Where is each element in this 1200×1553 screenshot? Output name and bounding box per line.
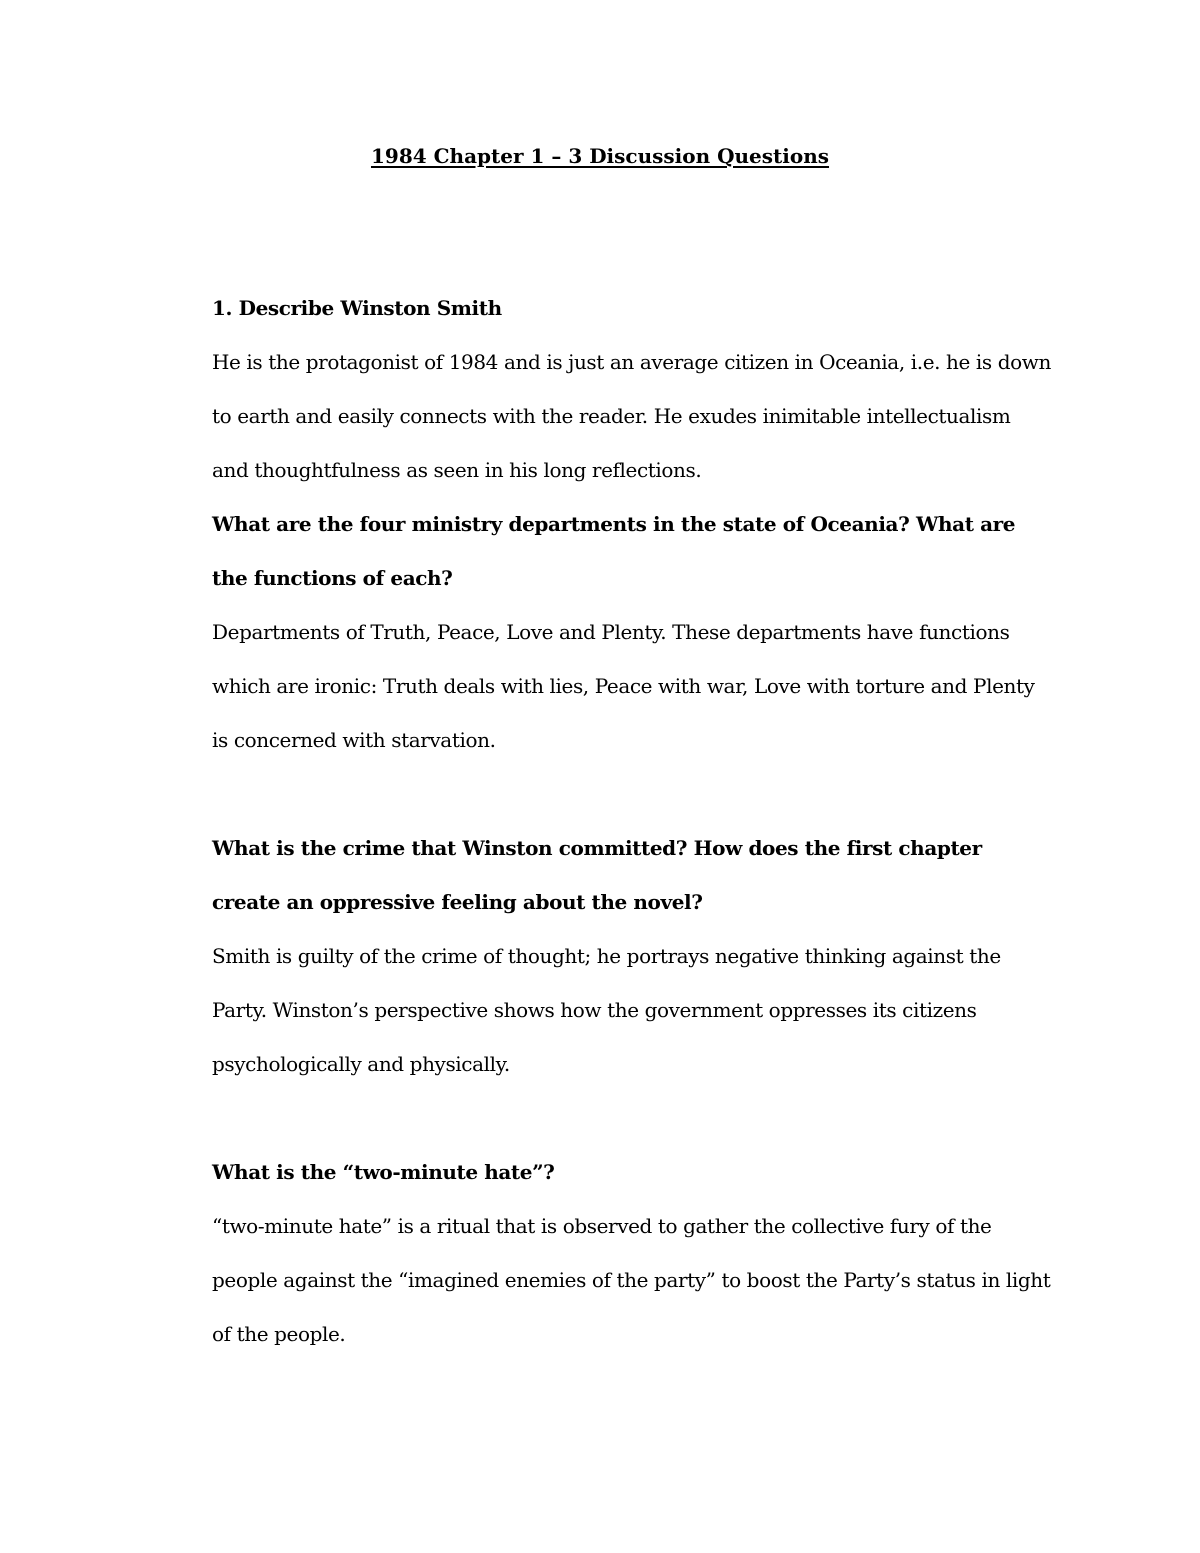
answer-2: Departments of Truth, Peace, Love and Plenty. These departments have functions which are ironic: Truth deals with lies, Peace with war, Love with torture and Plenty is concerned with starvation. (212, 620, 1035, 752)
answer-1: He is the protagonist of 1984 and is just an average citizen in Oceania, i.e. he is down to earth and easily connects with the reader. He exudes inimitable intellectualism and thoughtfulness as seen in his long reflections. (212, 350, 1051, 482)
answer-4: “two-minute hate” is a ritual that is observed to gather the collective fury of the people against the “imagined enemies of the party” to boost the Party’s status in light of the people. (212, 1214, 1051, 1346)
paragraph-spacer (212, 1091, 1052, 1145)
question-4: What is the “two-minute hate”? (212, 1160, 555, 1184)
answer-3: Smith is guilty of the crime of thought; he portrays negative thinking against the Party. Winston’s perspective shows how the government oppresses its citizens psychologically and physically. (212, 944, 1001, 1076)
question-2: What are the four ministry departments in the state of Oceania? What are the functions of each? (212, 512, 1016, 590)
paragraph-spacer (212, 767, 1052, 821)
document-title: 1984 Chapter 1 – 3 Discussion Questions (370, 144, 830, 168)
question-1: 1. Describe Winston Smith (212, 296, 502, 320)
document-body (212, 281, 1052, 1361)
question-3: What is the crime that Winston committed? How does the first chapter create an oppressive feeling about the novel? (212, 836, 982, 914)
